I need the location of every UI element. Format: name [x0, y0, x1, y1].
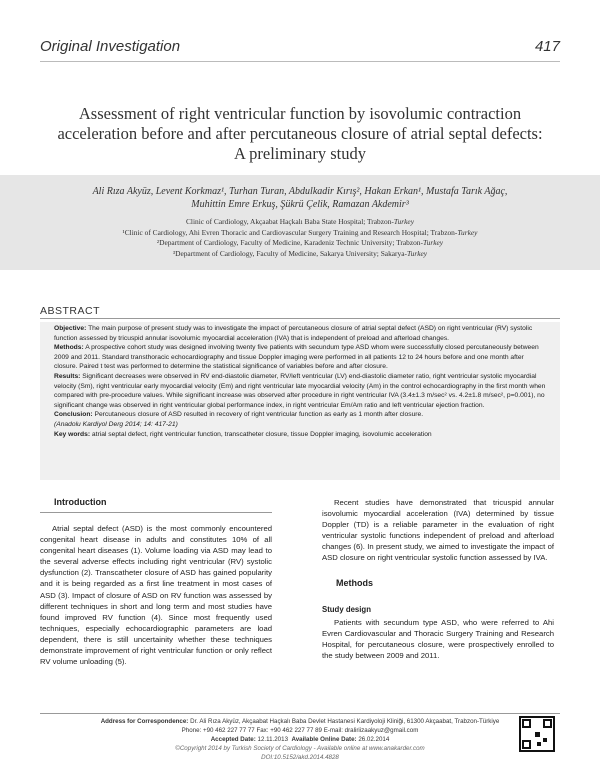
methods-heading: Methods	[336, 577, 373, 588]
correspondence-address: Address for Correspondence: Dr. Ali Rıza Akyüz, Akçaabat Haçkalı Baba Devlet Hastanesi Kardiyoloji Kliniği, 61300 Akçaabat, Trabzon-Türkiye	[100, 718, 500, 725]
study-design-heading: Study design	[322, 604, 371, 614]
abstract-keywords: Key words: atrial septal defect, right ventricular function, transcatheter closure, tissue Doppler imaging, isovolumic acceleration	[54, 430, 432, 438]
affiliation-1: ¹Clinic of Cardiology, Ahi Evren Thoracic and Cardiovascular Surgery Training and Research Hospital; Trabzon-Turkey	[122, 227, 478, 237]
doi: DOI:10.5152/akd.2014.4828	[261, 754, 339, 761]
author-block	[0, 175, 600, 270]
page-number: 417	[534, 38, 560, 55]
contact-phone: Phone: +90 462 227 77 77 Fax: +90 462 227 77 89 E-mail: draliriizaakyuz@gmail.com	[181, 727, 419, 734]
abstract-heading: ABSTRACT	[40, 305, 101, 317]
abstract-rule	[40, 318, 560, 319]
study-design-paragraph: Patients with secundum type ASD, who were referred to Ahi Evren Cardiovascular and Thoracic Surgery Training and Research Hospital, for percutaneous closure, were prospectively enrolled to the study between 2009 and 2011.	[322, 617, 554, 660]
copyright: ©Copyright 2014 by Turkish Society of Cardiology - Available online at www.anakarder.com	[175, 745, 425, 752]
abstract-conclusion: Conclusion: Percutaneous closure of ASD resulted in recovery of right ventricular function as early as 1 month after closure.	[54, 411, 424, 419]
dates: Accepted Date: 12.11.2013 Available Online Date: 26.02.2014	[210, 736, 390, 743]
intro-paragraph-1: Atrial septal defect (ASD) is the most commonly encountered congenital heart disease in adults and constitutes 10% of all congenital heart diseases (1). Volume loading via ASD may lead to the several adverse effects including right ventricular (RV) systolic dysfunction (2). Transcatheter closure of ASD has gained popularity and it is being regarded as a first line treatment in most cases of ASD (3). Impact of closure of ASD on RV function was assessed by different techniques in short and long term and most studies have found improved RV function (4). Since most frequently used techniques, especially echocardiographic parameters are load dependent, there is still uncertainity whether these techniques demonstrate improvement of right ventricular function or only reflect RV volume unloading (5).	[40, 524, 272, 667]
author-list	[0, 185, 600, 211]
intro-paragraph-2: Recent studies have demonstrated that tricuspid annular isovolumic myocardial acceleration (IVA) determined by tissue Doppler (TD) is a reliable parameter in the evaluation of right ventricular systolic functions independent of preload and afterload changes (6). In present study, we aimed to investigate the impact of ASD closure on right ventricular systolic function assessed by IVA.	[322, 498, 554, 563]
article-title: Assessment of right ventricular function by isovolumic contraction acceleration before and after percutaneous closure of atrial septal defects: A preliminary study	[57, 104, 543, 163]
journal-citation: (Anadolu Kardiyol Derg 2014; 14: 417-21)	[54, 420, 178, 428]
affiliation-3: ³Department of Cardiology, Faculty of Medicine, Sakarya University; Sakarya-Turkey	[172, 248, 428, 258]
abstract-box	[40, 322, 560, 480]
author-line-2: Muhittin Emre Erkuş, Şükrü Çelik, Ramazan Akdemir³	[191, 199, 409, 210]
affiliations	[0, 217, 600, 259]
affiliation-2: ²Department of Cardiology, Faculty of Medicine, Karadeniz Technic University; Trabzon-Turkey	[156, 238, 444, 247]
footer	[40, 713, 560, 762]
author-line-1: Ali Rıza Akyüz, Levent Korkmaz¹, Turhan Turan, Abdulkadir Kırış², Hakan Erkan¹, Mustafa Tarık Ağaç,	[92, 186, 508, 197]
qr-code-icon	[519, 716, 555, 752]
section-label: Original Investigation	[40, 38, 181, 55]
abstract-results: Results: Significant decreases were observed in RV end-diastolic diameter, RV/left ventricular (LV) end-diastolic diameter ratio, right ventricular systolic myocardial velocity (Sm), right ventricular early myocardial velocity (Em) and right ventricular late myocardial velocity (Am) in the control echocardiography in the first month when compared with pre-procedure values. While significant increase was observed after procedure in right ventricular IVA (3.4±1.3 m/sec² vs. 4.2±1.8 m/sec², p=0.001), no significant change was observed in right ventricular global performance index, in right ventricular Em/Am ratio and left ventricular ejection fraction.	[54, 372, 546, 409]
abstract-objective: Objective: The main purpose of present study was to investigate the impact of percutaneous closure of atrial septal defect (ASD) on right ventricular (RV) systolic function assessed by tricuspid annular isovolumic myocardial acceleration (IVA) that is independent of preload and afterload changes.	[54, 325, 533, 342]
introduction-heading: Introduction	[40, 497, 272, 513]
abstract-methods: Methods: A prospective cohort study was designed involving twenty five patients with secundum type ASD whom were successfully closed percutaneously between 2009 and 2011. Standard transthoracic echocardiography and tissue Doppler imaging were performed in all patients 12 to 24 hours before and one month after closure. Paired t test was performed to determine the statistical significance of variables before and after closure.	[54, 344, 539, 371]
right-column	[322, 497, 554, 661]
left-column	[40, 497, 272, 667]
running-header	[40, 36, 560, 62]
affiliation-0: Clinic of Cardiology, Akçaabat Haçkalı Baba State Hospital; Trabzon-Turkey	[186, 217, 414, 226]
